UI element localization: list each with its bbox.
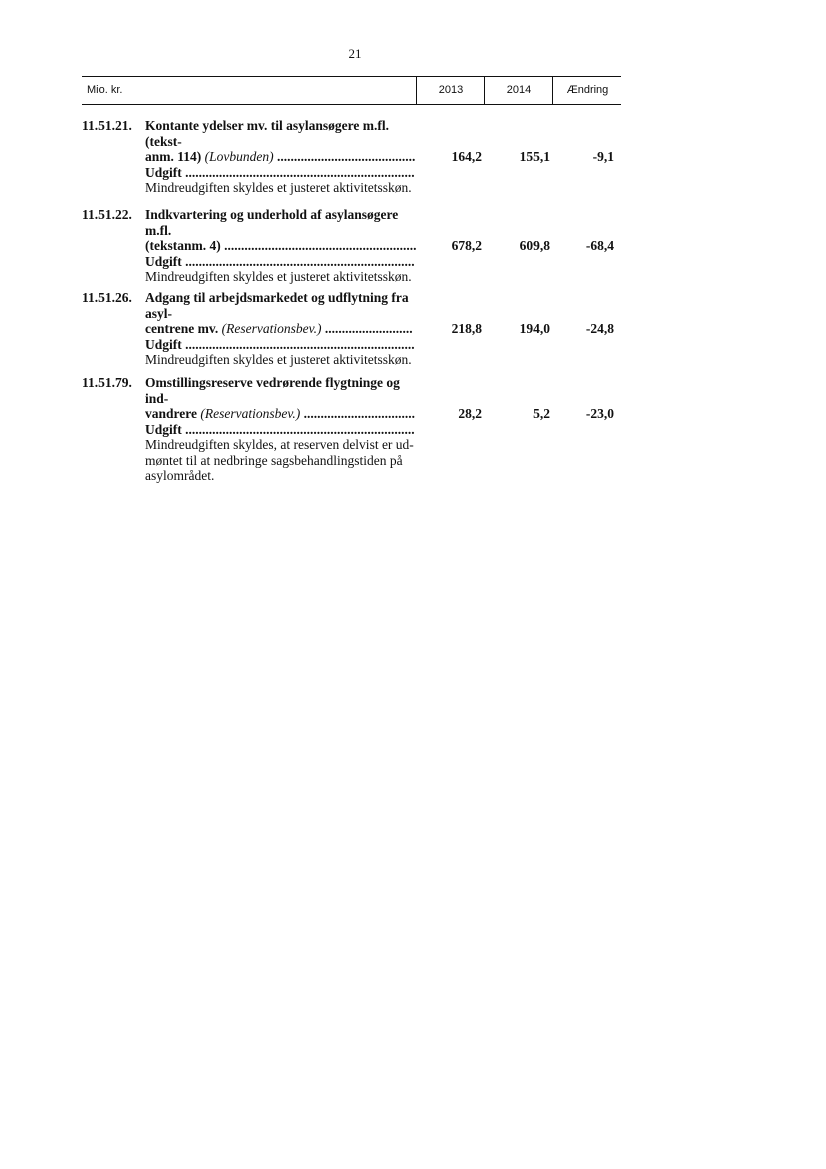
entry-title-line: Adgang til arbejdsmarkedet og udflytning fra asyl-: [145, 290, 409, 321]
account-number: 11.51.22.: [82, 207, 132, 222]
value-2013: 164,2: [451, 149, 482, 164]
column-header-change: Ændring: [552, 77, 622, 104]
entry-title-line: Indkvartering og underhold af asylansøgere m.fl.: [145, 207, 399, 238]
leader-dots: .........................................: [273, 149, 416, 164]
value-2014: 5,2: [533, 406, 550, 421]
leader-dots: .........................................................: [220, 238, 417, 253]
leader-dots: ....................................................................: [181, 164, 415, 180]
expense-row: [145, 254, 421, 270]
value-change: -9,1: [592, 149, 614, 164]
value-2014: 609,8: [519, 238, 550, 253]
entry-title-line: (tekstanm. 4) .........................................................: [145, 238, 417, 253]
value-2014: 194,0: [519, 321, 550, 336]
entry-note: asylområdet.: [145, 468, 215, 483]
column-header-2014: 2014: [484, 77, 553, 104]
table-header: [82, 76, 621, 105]
value-2013: 218,8: [451, 321, 482, 336]
entry-title-line: centrene mv. (Reservationsbev.) ..........................: [145, 321, 413, 336]
expense-label: Udgift: [145, 421, 182, 437]
expense-row: [145, 337, 421, 353]
entry-title-qualifier: (Lovbunden): [204, 149, 274, 164]
page-number: 21: [348, 46, 362, 61]
entry-note: Mindreudgiften skyldes et justeret aktivitetsskøn.: [145, 180, 412, 195]
account-number: 11.51.26.: [82, 290, 132, 305]
expense-label: Udgift: [145, 164, 182, 180]
entry-title-line: vandrere (Reservationsbev.) .................................: [145, 406, 415, 421]
expense-row: [145, 422, 421, 438]
leader-dots: .................................: [300, 406, 415, 421]
value-2013: 678,2: [451, 238, 482, 253]
leader-dots: ....................................................................: [181, 253, 415, 269]
entry-title-line: Kontante ydelser mv. til asylansøgere m.fl. (tekst-: [145, 118, 389, 149]
entry-note: Mindreudgiften skyldes, at reserven delvist er ud-: [145, 437, 414, 452]
value-2013: 28,2: [458, 406, 482, 421]
leader-dots: ..........................: [321, 321, 413, 336]
entry-title-qualifier: (Reservationsbev.): [200, 406, 301, 421]
unit-label: Mio. kr.: [87, 84, 123, 96]
leader-dots: ....................................................................: [181, 336, 415, 352]
value-change: -23,0: [585, 406, 614, 421]
column-header-2013: 2013: [416, 77, 485, 104]
leader-dots: ....................................................................: [181, 421, 415, 437]
entry-note: Mindreudgiften skyldes et justeret aktivitetsskøn.: [145, 269, 412, 284]
value-2014: 155,1: [519, 149, 550, 164]
entry-title-line: Omstillingsreserve vedrørende flygtninge og ind-: [145, 375, 400, 406]
account-number: 11.51.79.: [82, 375, 132, 390]
value-change: -68,4: [585, 238, 614, 253]
entry-title-line: anm. 114) (Lovbunden) .........................................: [145, 149, 416, 164]
account-number: 11.51.21.: [82, 118, 132, 133]
entry-note: Mindreudgiften skyldes et justeret aktivitetsskøn.: [145, 352, 412, 367]
entry-title-qualifier: (Reservationsbev.): [221, 321, 322, 336]
expense-label: Udgift: [145, 253, 182, 269]
expense-row: [145, 165, 421, 181]
expense-label: Udgift: [145, 336, 182, 352]
value-change: -24,8: [585, 321, 614, 336]
entry-note: møntet til at nedbringe sagsbehandlingstiden på: [145, 452, 403, 468]
